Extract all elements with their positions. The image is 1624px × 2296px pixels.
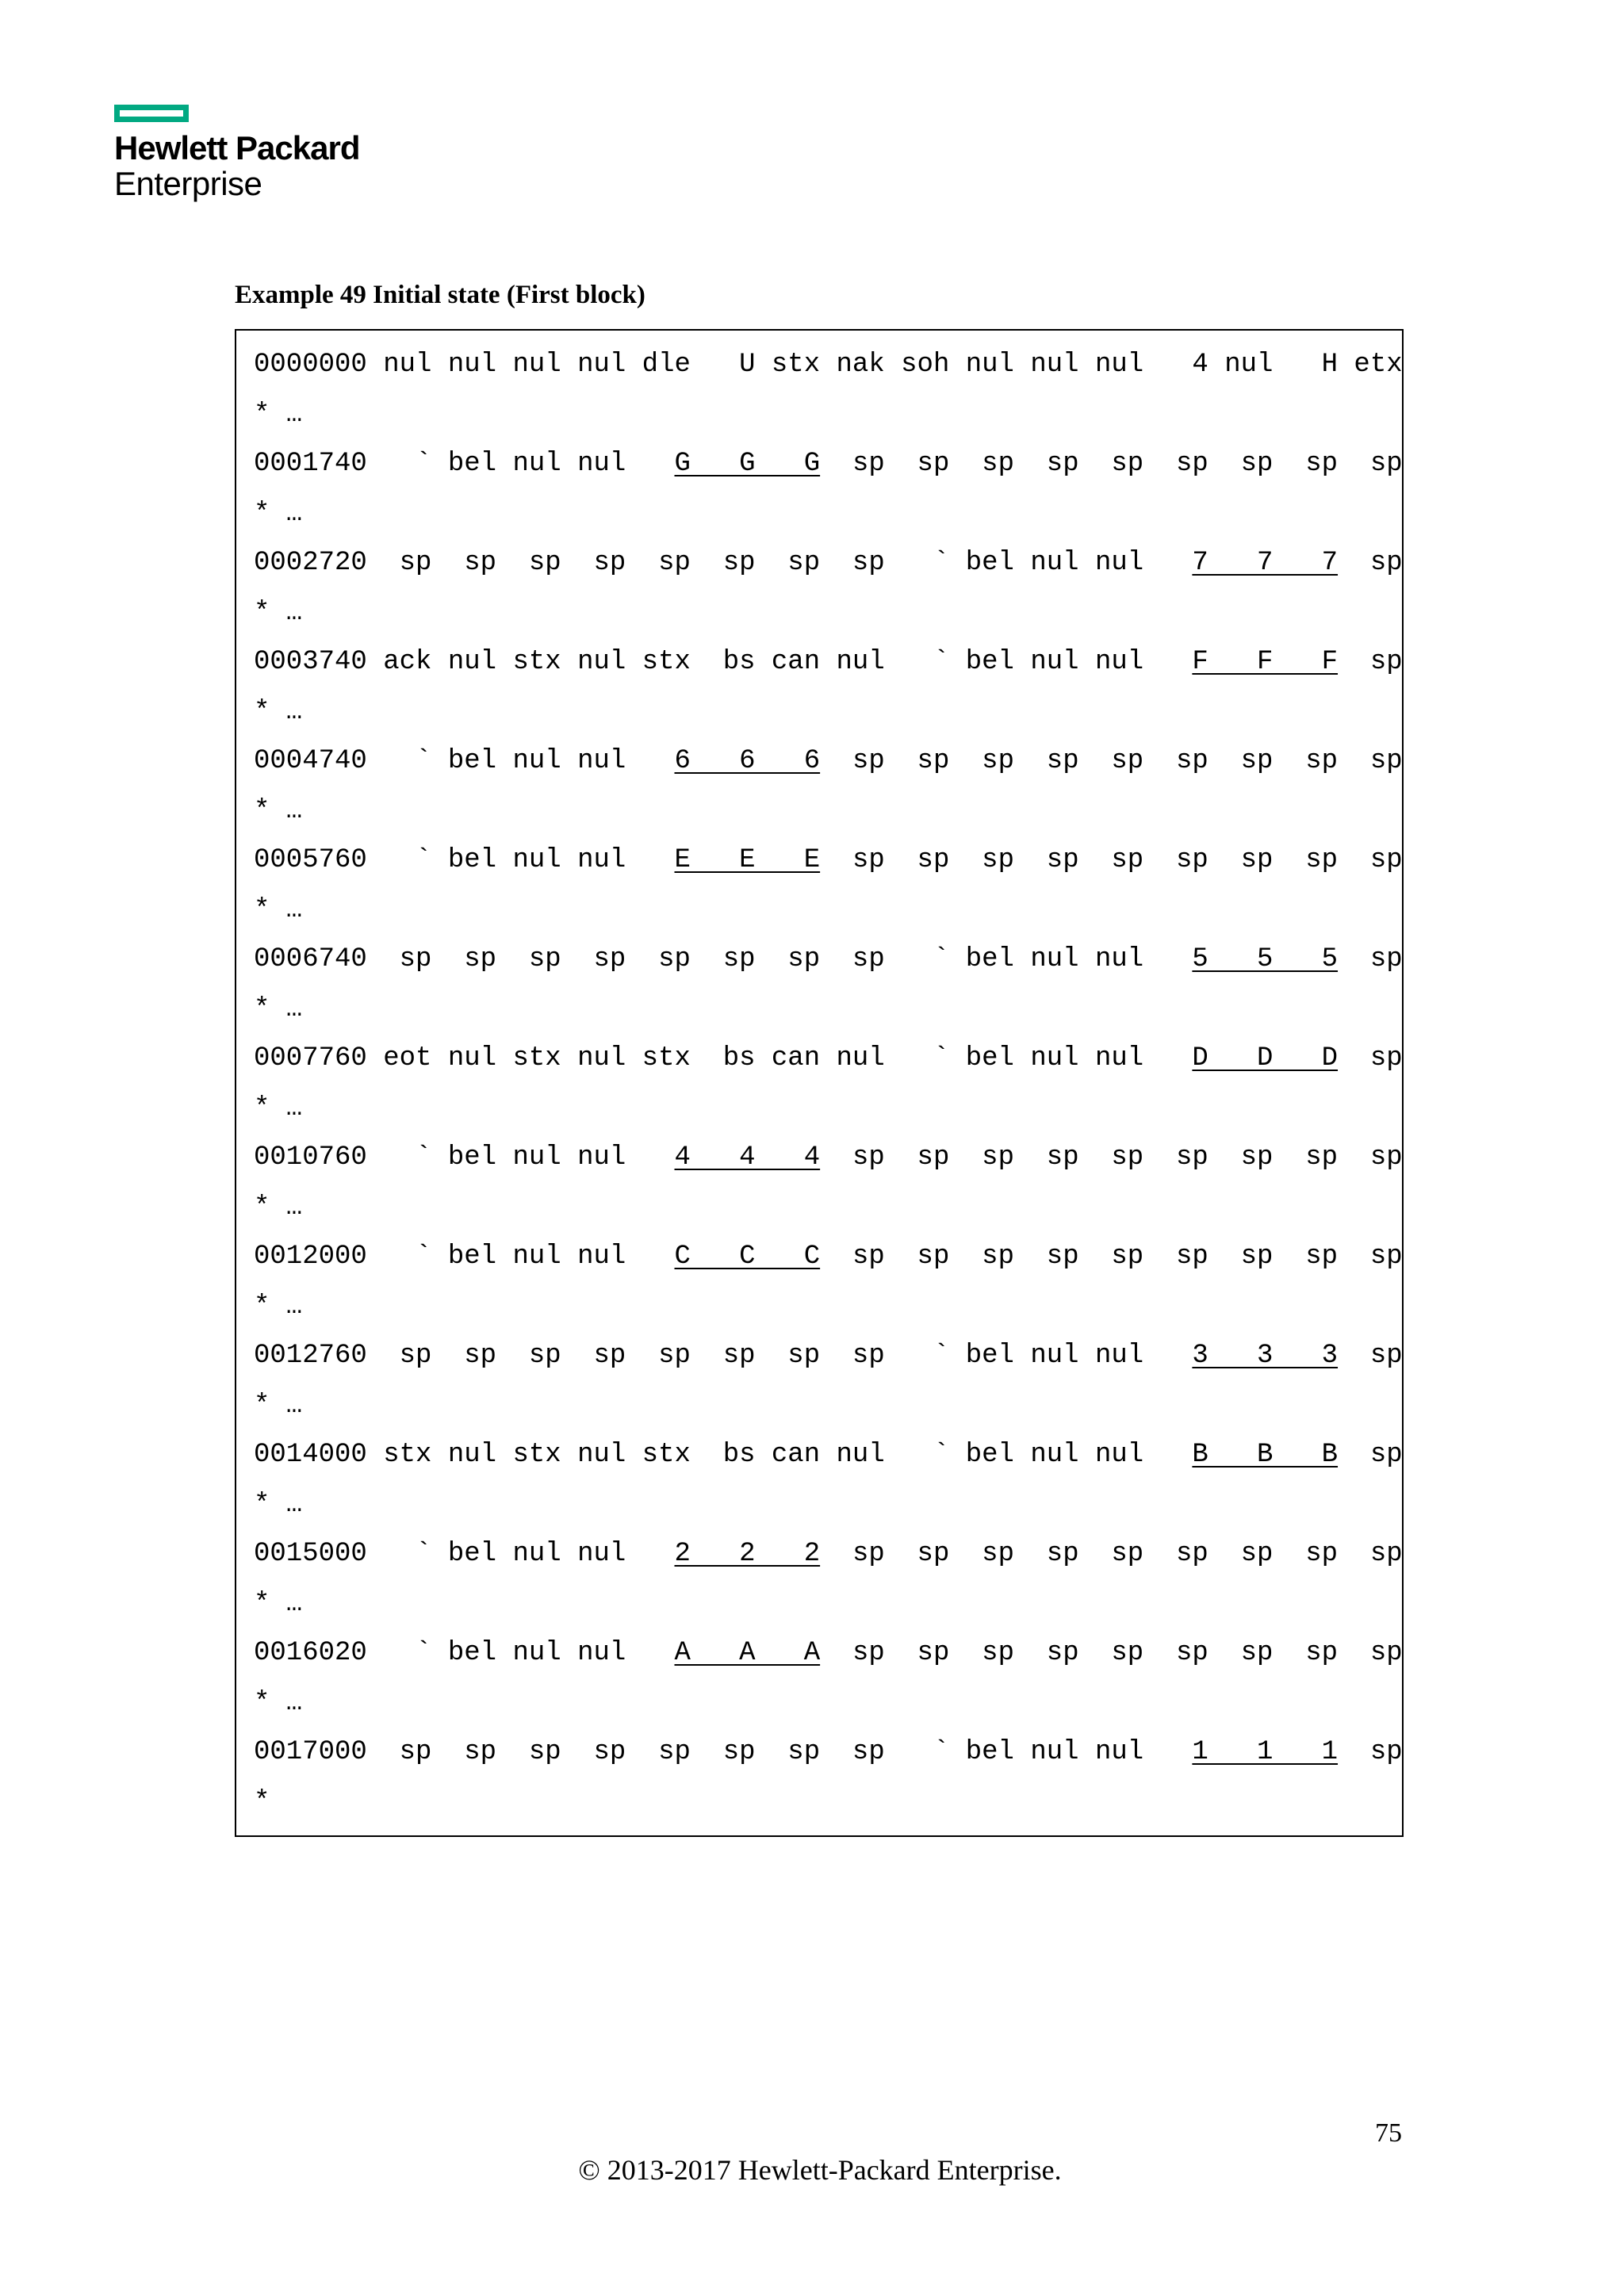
code-line: 0014000 stx nul stx nul stx bs can nul ` bel nul nul B B B sp	[254, 1440, 1403, 1470]
underlined-segment: 2 2 2	[674, 1539, 821, 1569]
code-line: * …	[254, 1291, 303, 1322]
underlined-segment: 4 4 4	[674, 1142, 821, 1173]
example-caption: Example 49 Initial state (First block)	[235, 281, 645, 309]
underlined-segment: 6 6 6	[674, 746, 821, 776]
underlined-segment: E E E	[674, 845, 821, 875]
code-line: 0016020 ` bel nul nul A A A sp sp sp sp sp sp sp sp sp	[254, 1638, 1403, 1668]
code-line: * …	[254, 696, 303, 727]
underlined-segment: B B B	[1192, 1440, 1339, 1470]
underlined-segment: 5 5 5	[1192, 944, 1339, 974]
code-listing	[254, 340, 1403, 1827]
code-line: * …	[254, 597, 303, 628]
underlined-segment: F F F	[1192, 647, 1339, 677]
code-line: * …	[254, 1489, 303, 1520]
code-line: 0010760 ` bel nul nul 4 4 4 sp sp sp sp sp sp sp sp sp	[254, 1142, 1403, 1173]
hpe-logo-bar-icon	[114, 105, 189, 122]
code-line: * …	[254, 399, 303, 430]
code-line: * …	[254, 1588, 303, 1619]
code-line: 0000000 nul nul nul nul dle U stx nak soh nul nul nul 4 nul H etx	[254, 350, 1403, 380]
page-number: 75	[1375, 2118, 1402, 2148]
hpe-logo	[114, 105, 359, 201]
code-line: 0006740 sp sp sp sp sp sp sp sp ` bel nul nul 5 5 5 sp	[254, 944, 1403, 974]
code-line: 0004740 ` bel nul nul 6 6 6 sp sp sp sp sp sp sp sp sp	[254, 746, 1403, 776]
code-line: * …	[254, 894, 303, 925]
code-line: * …	[254, 1687, 303, 1718]
code-line: 0007760 eot nul stx nul stx bs can nul ` bel nul nul D D D sp	[254, 1043, 1403, 1073]
code-line: 0002720 sp sp sp sp sp sp sp sp ` bel nul nul 7 7 7 sp	[254, 548, 1403, 578]
code-line: 0015000 ` bel nul nul 2 2 2 sp sp sp sp sp sp sp sp sp	[254, 1539, 1403, 1569]
code-line: 0005760 ` bel nul nul E E E sp sp sp sp sp sp sp sp sp	[254, 845, 1403, 875]
copyright-footer: © 2013-2017 Hewlett-Packard Enterprise.	[578, 2154, 1062, 2186]
code-line: 0003740 ack nul stx nul stx bs can nul ` bel nul nul F F F sp	[254, 647, 1403, 677]
code-line: * …	[254, 1390, 303, 1421]
code-line: 0017000 sp sp sp sp sp sp sp sp ` bel nul nul 1 1 1 sp	[254, 1737, 1403, 1767]
code-line: * …	[254, 1093, 303, 1123]
code-line: * …	[254, 993, 303, 1024]
underlined-segment: 7 7 7	[1192, 548, 1339, 578]
code-line: * …	[254, 498, 303, 529]
code-listing-box	[235, 329, 1404, 1837]
underlined-segment: G G G	[674, 449, 821, 479]
underlined-segment: A A A	[674, 1638, 821, 1668]
underlined-segment: C C C	[674, 1242, 821, 1272]
underlined-segment: 3 3 3	[1192, 1341, 1339, 1371]
logo-text-line2: Enterprise	[114, 165, 262, 202]
code-line: * …	[254, 1192, 303, 1223]
code-line: *	[254, 1786, 270, 1817]
underlined-segment: D D D	[1192, 1043, 1339, 1073]
code-line: * …	[254, 795, 303, 826]
code-line: 0012000 ` bel nul nul C C C sp sp sp sp sp sp sp sp sp	[254, 1242, 1403, 1272]
code-line: 0001740 ` bel nul nul G G G sp sp sp sp sp sp sp sp sp	[254, 449, 1403, 479]
logo-text-line1: Hewlett Packard	[114, 129, 360, 166]
underlined-segment: 1 1 1	[1192, 1737, 1339, 1767]
code-line: 0012760 sp sp sp sp sp sp sp sp ` bel nul nul 3 3 3 sp	[254, 1341, 1403, 1371]
